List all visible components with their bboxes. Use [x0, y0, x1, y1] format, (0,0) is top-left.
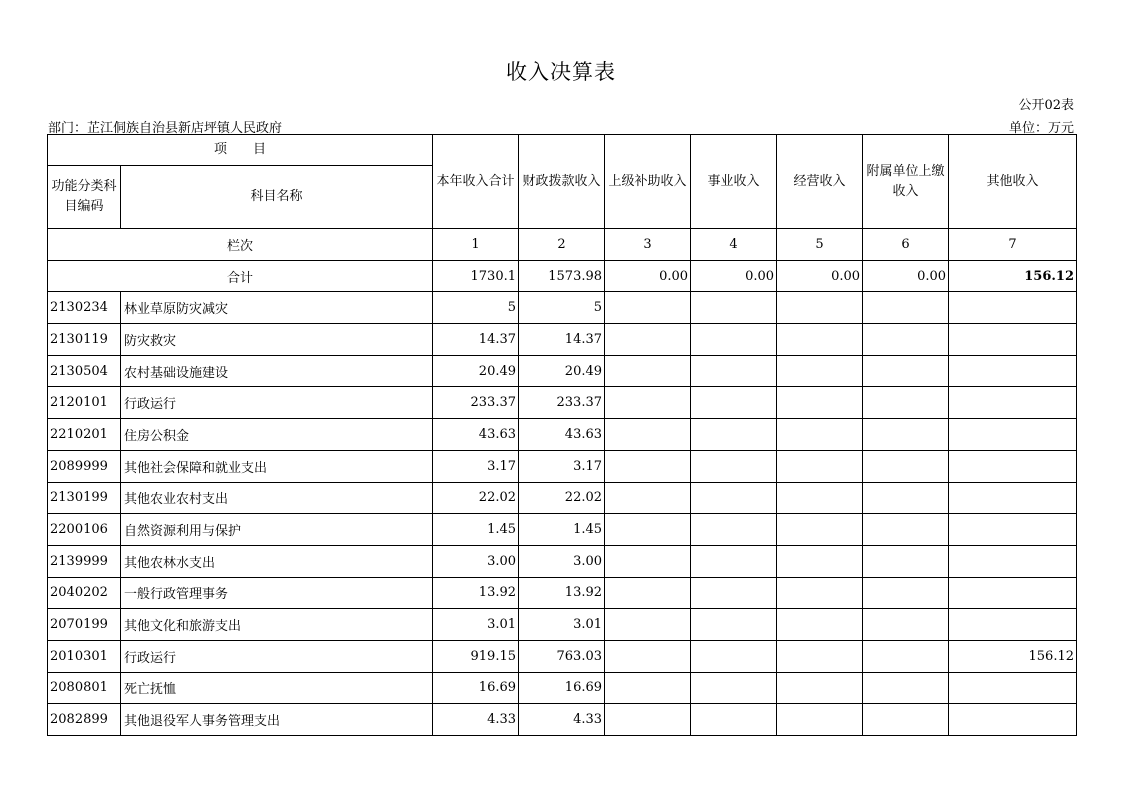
- table-row: [48, 514, 1077, 546]
- row-operating: [777, 292, 863, 324]
- total-value: 0.00: [863, 260, 949, 292]
- department-label: 部门：芷江侗族自治县新店坪镇人民政府: [48, 121, 283, 136]
- table-row: [48, 577, 1077, 609]
- column-index-label: 栏次: [48, 229, 433, 261]
- table-row: [48, 324, 1077, 356]
- page-title: 收入决算表: [506, 60, 616, 84]
- column-index: 4: [691, 229, 777, 261]
- row-total: 4.33: [433, 704, 519, 736]
- row-superior: [605, 640, 691, 672]
- row-code: 2070199: [48, 609, 121, 641]
- row-operating: [777, 450, 863, 482]
- row-superior: [605, 355, 691, 387]
- row-affiliated: [863, 545, 949, 577]
- row-affiliated: [863, 514, 949, 546]
- row-affiliated: [863, 419, 949, 451]
- column-index: 3: [605, 229, 691, 261]
- row-superior: [605, 482, 691, 514]
- row-fiscal: 22.02: [519, 482, 605, 514]
- column-index: 2: [519, 229, 605, 261]
- row-fiscal: 3.17: [519, 450, 605, 482]
- row-name: 其他农林水支出: [121, 545, 433, 577]
- row-name: 死亡抚恤: [121, 672, 433, 704]
- row-name: 一般行政管理事务: [121, 577, 433, 609]
- row-code: 2130504: [48, 355, 121, 387]
- row-code: 2200106: [48, 514, 121, 546]
- row-code: 2082899: [48, 704, 121, 736]
- column-index: 5: [777, 229, 863, 261]
- row-superior: [605, 419, 691, 451]
- header-affiliated: 附属单位上缴收入: [863, 135, 949, 229]
- row-other: [949, 419, 1077, 451]
- row-fiscal: 5: [519, 292, 605, 324]
- row-code: 2130119: [48, 324, 121, 356]
- row-other: [949, 514, 1077, 546]
- row-superior: [605, 704, 691, 736]
- row-other: [949, 704, 1077, 736]
- form-number: 公开02表: [1018, 98, 1074, 113]
- row-code: 2080801: [48, 672, 121, 704]
- table-row: [48, 482, 1077, 514]
- row-name: 住房公积金: [121, 419, 433, 451]
- row-business: [691, 324, 777, 356]
- row-name: 林业草原防灾减灾: [121, 292, 433, 324]
- row-other: [949, 672, 1077, 704]
- row-other: [949, 292, 1077, 324]
- row-name: 其他农业农村支出: [121, 482, 433, 514]
- row-total: 20.49: [433, 355, 519, 387]
- row-operating: [777, 545, 863, 577]
- row-business: [691, 450, 777, 482]
- total-value: 0.00: [691, 260, 777, 292]
- row-business: [691, 545, 777, 577]
- total-value: 156.12: [949, 260, 1077, 292]
- row-affiliated: [863, 640, 949, 672]
- row-superior: [605, 577, 691, 609]
- row-total: 3.17: [433, 450, 519, 482]
- row-code: 2210201: [48, 419, 121, 451]
- row-business: [691, 672, 777, 704]
- row-fiscal: 16.69: [519, 672, 605, 704]
- row-fiscal: 20.49: [519, 355, 605, 387]
- total-value: 1730.1: [433, 260, 519, 292]
- row-affiliated: [863, 672, 949, 704]
- header-other: 其他收入: [949, 135, 1077, 229]
- row-fiscal: 4.33: [519, 704, 605, 736]
- row-name: 其他社会保障和就业支出: [121, 450, 433, 482]
- row-affiliated: [863, 577, 949, 609]
- row-other: [949, 355, 1077, 387]
- row-operating: [777, 324, 863, 356]
- row-code: 2010301: [48, 640, 121, 672]
- row-business: [691, 514, 777, 546]
- row-other: [949, 545, 1077, 577]
- row-code: 2089999: [48, 450, 121, 482]
- row-business: [691, 577, 777, 609]
- row-total: 14.37: [433, 324, 519, 356]
- row-fiscal: 763.03: [519, 640, 605, 672]
- row-business: [691, 419, 777, 451]
- row-operating: [777, 640, 863, 672]
- row-business: [691, 640, 777, 672]
- row-operating: [777, 419, 863, 451]
- row-name: 防灾救灾: [121, 324, 433, 356]
- row-code: 2120101: [48, 387, 121, 419]
- header-func-code: 功能分类科目编码: [48, 166, 121, 229]
- row-superior: [605, 387, 691, 419]
- row-business: [691, 355, 777, 387]
- row-business: [691, 704, 777, 736]
- header-total: 本年收入合计: [433, 135, 519, 229]
- header-fiscal: 财政拨款收入: [519, 135, 605, 229]
- row-other: [949, 609, 1077, 641]
- row-total: 3.00: [433, 545, 519, 577]
- row-fiscal: 13.92: [519, 577, 605, 609]
- header-operating: 经营收入: [777, 135, 863, 229]
- row-operating: [777, 355, 863, 387]
- total-value: 0.00: [777, 260, 863, 292]
- total-row-label: 合计: [48, 260, 433, 292]
- table-row: [48, 355, 1077, 387]
- row-total: 919.15: [433, 640, 519, 672]
- table-row: [48, 450, 1077, 482]
- row-total: 16.69: [433, 672, 519, 704]
- row-other: 156.12: [949, 640, 1077, 672]
- row-affiliated: [863, 324, 949, 356]
- row-business: [691, 482, 777, 514]
- row-superior: [605, 450, 691, 482]
- row-other: [949, 387, 1077, 419]
- row-operating: [777, 387, 863, 419]
- row-affiliated: [863, 482, 949, 514]
- header-business: 事业收入: [691, 135, 777, 229]
- row-fiscal: 3.01: [519, 609, 605, 641]
- row-fiscal: 233.37: [519, 387, 605, 419]
- row-business: [691, 292, 777, 324]
- row-other: [949, 450, 1077, 482]
- row-superior: [605, 545, 691, 577]
- column-index: 1: [433, 229, 519, 261]
- table-row: [48, 609, 1077, 641]
- row-total: 5: [433, 292, 519, 324]
- header-project: 项 目: [48, 135, 433, 166]
- row-affiliated: [863, 387, 949, 419]
- row-business: [691, 387, 777, 419]
- row-operating: [777, 704, 863, 736]
- unit-label: 单位：万元: [1008, 121, 1074, 136]
- row-superior: [605, 514, 691, 546]
- row-code: 2040202: [48, 577, 121, 609]
- row-fiscal: 14.37: [519, 324, 605, 356]
- table-row: [48, 545, 1077, 577]
- row-other: [949, 577, 1077, 609]
- row-affiliated: [863, 292, 949, 324]
- row-code: 2139999: [48, 545, 121, 577]
- row-total: 13.92: [433, 577, 519, 609]
- row-operating: [777, 514, 863, 546]
- row-superior: [605, 292, 691, 324]
- column-index: 7: [949, 229, 1077, 261]
- row-total: 233.37: [433, 387, 519, 419]
- row-operating: [777, 609, 863, 641]
- row-affiliated: [863, 355, 949, 387]
- row-total: 43.63: [433, 419, 519, 451]
- row-affiliated: [863, 609, 949, 641]
- table-row: [48, 387, 1077, 419]
- row-name: 其他退役军人事务管理支出: [121, 704, 433, 736]
- row-superior: [605, 324, 691, 356]
- row-affiliated: [863, 450, 949, 482]
- table-row: [48, 640, 1077, 672]
- row-total: 3.01: [433, 609, 519, 641]
- row-fiscal: 3.00: [519, 545, 605, 577]
- row-affiliated: [863, 704, 949, 736]
- row-name: 其他文化和旅游支出: [121, 609, 433, 641]
- column-index: 6: [863, 229, 949, 261]
- row-name: 行政运行: [121, 640, 433, 672]
- row-business: [691, 609, 777, 641]
- table-row: [48, 704, 1077, 736]
- row-name: 农村基础设施建设: [121, 355, 433, 387]
- table-row: [48, 292, 1077, 324]
- row-name: 自然资源利用与保护: [121, 514, 433, 546]
- row-superior: [605, 609, 691, 641]
- header-subject-name: 科目名称: [121, 166, 433, 229]
- row-total: 1.45: [433, 514, 519, 546]
- row-fiscal: 1.45: [519, 514, 605, 546]
- row-other: [949, 482, 1077, 514]
- row-other: [949, 324, 1077, 356]
- table-row: [48, 672, 1077, 704]
- row-fiscal: 43.63: [519, 419, 605, 451]
- row-operating: [777, 482, 863, 514]
- income-table: [47, 134, 1077, 736]
- row-code: 2130234: [48, 292, 121, 324]
- row-name: 行政运行: [121, 387, 433, 419]
- row-operating: [777, 577, 863, 609]
- total-value: 1573.98: [519, 260, 605, 292]
- row-total: 22.02: [433, 482, 519, 514]
- table-row: [48, 419, 1077, 451]
- row-code: 2130199: [48, 482, 121, 514]
- row-operating: [777, 672, 863, 704]
- row-superior: [605, 672, 691, 704]
- total-value: 0.00: [605, 260, 691, 292]
- header-superior: 上级补助收入: [605, 135, 691, 229]
